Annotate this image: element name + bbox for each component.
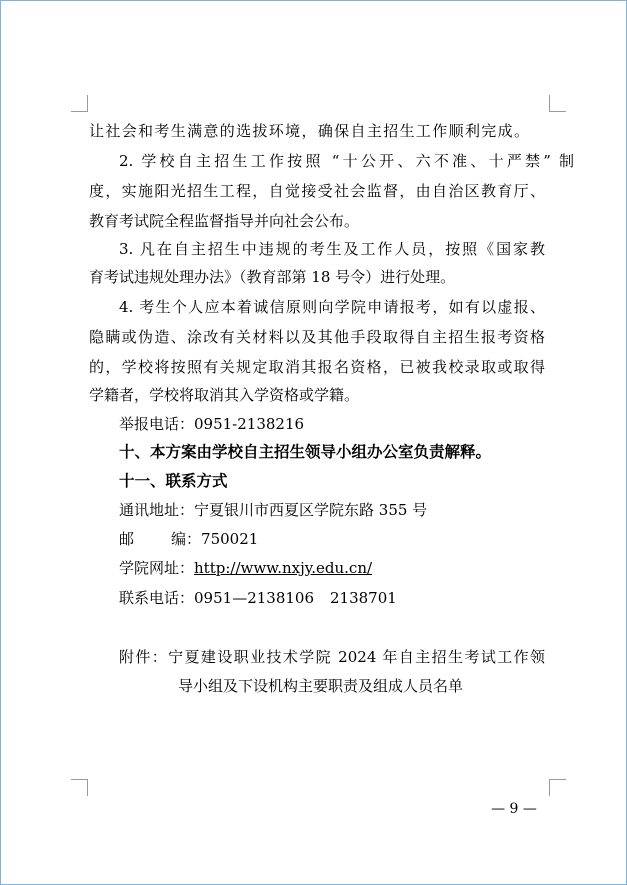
- paragraph-3-line-1: 3. 凡在自主招生中违规的考生及工作人员，按照《国家教: [119, 240, 545, 258]
- phone-value-1: 0951—2138106: [194, 589, 314, 607]
- postcode-label-rest: 编：: [171, 530, 202, 548]
- address-label: 通讯地址：: [119, 501, 195, 519]
- address-value: 宁夏银川市西夏区学院东路 355 号: [194, 501, 428, 519]
- contact-address: [119, 500, 427, 520]
- paragraph-3-line-2: 育考试违规处理办法》（教育部第 18 号令）进行处理。: [89, 268, 456, 286]
- paragraph-2-line-2: 度，实施阳光招生工程，自觉接受社会监督，由自治区教育厅、: [89, 182, 545, 200]
- crop-mark-bottom-left: [71, 779, 88, 796]
- paragraph-1-line-1: 让社会和考生满意的选拔环境，确保自主招生工作顺利完成。: [89, 122, 529, 140]
- website-label: 学院网址：: [119, 559, 195, 577]
- postcode-label-first-char: 邮: [119, 530, 135, 548]
- section-10-heading: 十、本方案由学校自主招生领导小组办公室负责解释。: [119, 442, 492, 461]
- paragraph-4-line-4: 学籍者，学校将取消其入学资格或学籍。: [89, 386, 360, 404]
- paragraph-2-line-1: 2. 学校自主招生工作按照 “十公开、六不准、十严禁” 制: [119, 152, 574, 170]
- crop-mark-top-left: [71, 95, 88, 112]
- page-number: — 9 —: [491, 801, 537, 817]
- paragraph-4-line-1: 4. 考生个人应本着诚信原则向学院申请报考，如有以虚报、: [119, 298, 545, 316]
- contact-postcode: [119, 529, 258, 549]
- phone-label: 联系电话：: [119, 589, 195, 607]
- paragraph-4-line-3: 的，学校将按照有关规定取消其报名资格，已被我校录取或取得: [89, 358, 545, 376]
- phone-value-2: 2138701: [330, 589, 397, 607]
- postcode-value: 750021: [201, 530, 259, 548]
- contact-phone: [119, 588, 397, 608]
- crop-mark-bottom-right: [549, 779, 566, 796]
- report-phone: 举报电话：0951-2138216: [119, 415, 305, 433]
- contact-website: [119, 558, 372, 578]
- paragraph-4-line-2: 隐瞒或伪造、涂改有关材料以及其他手段取得自主招生报考资格: [89, 328, 545, 346]
- attachment-line-2: 导小组及下设机构主要职责及组成人员名单: [178, 677, 464, 695]
- paragraph-2-line-3: 教育考试院全程监督指导并向社会公布。: [89, 212, 360, 230]
- website-link[interactable]: http://www.nxjy.edu.cn/: [194, 559, 373, 577]
- section-11-heading: 十一、联系方式: [119, 471, 228, 490]
- crop-mark-top-right: [549, 95, 566, 112]
- attachment-line-1: 附件：宁夏建设职业技术学院 2024 年自主招生考试工作领: [119, 648, 545, 666]
